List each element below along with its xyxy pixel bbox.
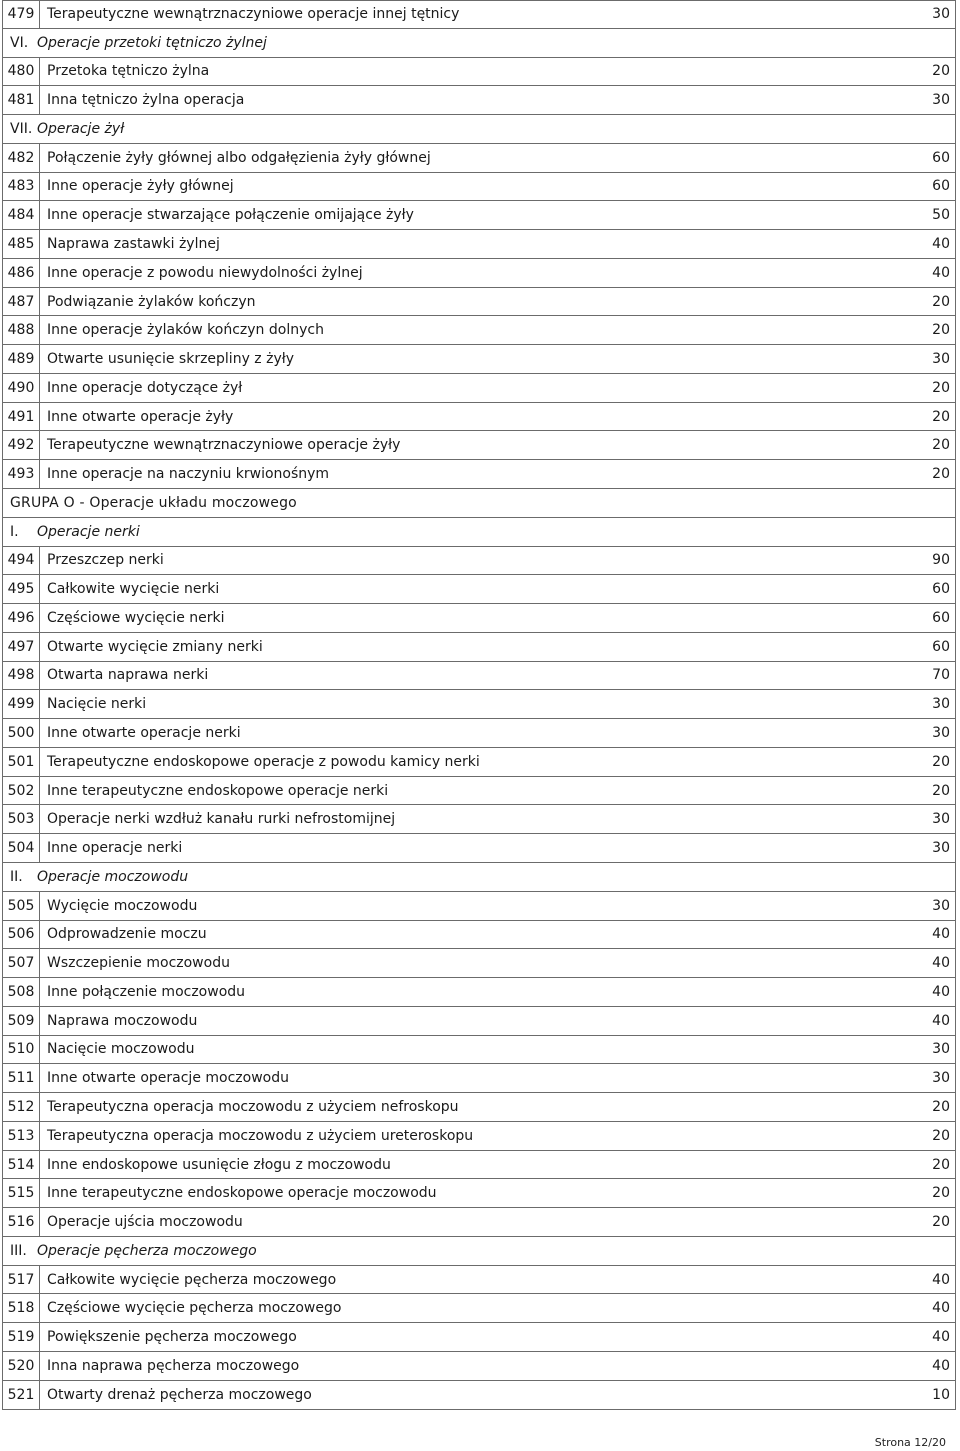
row-value: 40 (932, 955, 950, 972)
row-code: 519 (3, 1323, 40, 1351)
row-value: 20 (932, 466, 950, 483)
row-procedure-name: Otwarty drenaż pęcherza moczowego (47, 1386, 312, 1403)
row-value: 20 (932, 1185, 950, 1202)
row-value: 30 (932, 92, 950, 109)
row-value: 50 (932, 207, 950, 224)
row-value: 60 (932, 149, 950, 166)
section-title (3, 35, 955, 51)
row-value: 40 (932, 236, 950, 252)
row-code: 485 (3, 230, 40, 258)
table-row (2, 374, 956, 403)
row-code: 489 (3, 345, 40, 373)
row-code: 510 (3, 1036, 40, 1064)
section-header-row (2, 1237, 956, 1266)
row-code: 482 (3, 144, 40, 172)
row-code: 502 (3, 777, 40, 805)
table-row (2, 201, 956, 230)
row-value: 30 (932, 1041, 950, 1058)
table-row (2, 1208, 956, 1237)
table-row (2, 748, 956, 777)
row-procedure-name: Inne terapeutyczne endoskopowe operacje moczowodu (47, 1185, 437, 1202)
row-value: 40 (932, 926, 950, 943)
section-title (3, 1243, 955, 1259)
row-procedure-name: Inne operacje na naczyniu krwionośnym (47, 466, 330, 483)
row-code: 484 (3, 201, 40, 229)
row-code: 509 (3, 1007, 40, 1035)
row-procedure-name: Naprawa zastawki żylnej (47, 236, 220, 252)
section-header-row (2, 29, 956, 58)
row-value: 30 (932, 696, 950, 713)
row-code: 501 (3, 748, 40, 776)
row-value: 20 (932, 1127, 950, 1144)
row-code: 503 (3, 805, 40, 833)
table-row (2, 288, 956, 317)
row-value: 90 (932, 552, 950, 569)
row-code: 479 (3, 1, 40, 28)
row-code: 507 (3, 949, 40, 977)
row-procedure-name: Inne endoskopowe usunięcie złogu z moczowodu (47, 1156, 391, 1173)
row-code: 494 (3, 547, 40, 575)
row-value: 10 (932, 1386, 950, 1403)
row-code: 491 (3, 403, 40, 431)
table-row (2, 1007, 956, 1036)
row-code: 496 (3, 604, 40, 632)
table-row (2, 662, 956, 691)
row-procedure-name: Otwarta naprawa nerki (47, 667, 209, 684)
row-code: 515 (3, 1179, 40, 1207)
row-code: 508 (3, 978, 40, 1006)
row-value: 20 (932, 1214, 950, 1231)
row-procedure-name: Inne operacje nerki (47, 840, 183, 857)
table-row (2, 1381, 956, 1410)
row-code: 481 (3, 86, 40, 114)
row-procedure-name: Inne operacje z powodu niewydolności żylnej (47, 264, 363, 281)
row-value: 40 (932, 264, 950, 281)
row-value: 20 (932, 408, 950, 425)
table-row (2, 978, 956, 1007)
group-header-row (2, 489, 956, 518)
table-row (2, 86, 956, 115)
table-row (2, 316, 956, 345)
table-row (2, 1122, 956, 1151)
row-value: 30 (932, 897, 950, 914)
section-label: Operacje moczowodu (37, 868, 189, 885)
row-procedure-name: Inne operacje żylaków kończyn dolnych (47, 322, 324, 339)
section-roman-numeral: VI. (10, 34, 29, 51)
table-row (2, 1151, 956, 1180)
row-code: 492 (3, 431, 40, 459)
row-procedure-name: Wszczepienie moczowodu (47, 955, 230, 972)
row-value: 40 (932, 1357, 950, 1374)
table-row (2, 1179, 956, 1208)
row-value: 40 (932, 1012, 950, 1029)
section-header-row (2, 115, 956, 144)
row-procedure-name: Powiększenie pęcherza moczowego (47, 1329, 297, 1346)
row-code: 511 (3, 1064, 40, 1092)
row-procedure-name: Terapeutyczna operacja moczowodu z użyciem nefroskopu (47, 1098, 459, 1115)
table-row (2, 259, 956, 288)
row-procedure-name: Operacje ujścia moczowodu (47, 1214, 243, 1231)
row-procedure-name: Całkowite wycięcie pęcherza moczowego (47, 1271, 337, 1288)
row-code: 517 (3, 1266, 40, 1294)
table-row (2, 345, 956, 374)
row-code: 505 (3, 892, 40, 920)
row-value: 40 (932, 1271, 950, 1288)
row-procedure-name: Całkowite wycięcie nerki (47, 581, 220, 598)
row-procedure-name: Inne operacje żyły głównej (47, 178, 234, 195)
row-code: 483 (3, 173, 40, 201)
row-procedure-name: Inne operacje dotyczące żył (47, 379, 243, 396)
row-value: 30 (932, 840, 950, 857)
row-procedure-name: Częściowe wycięcie pęcherza moczowego (47, 1300, 342, 1317)
row-procedure-name: Nacięcie nerki (47, 696, 147, 713)
row-code: 500 (3, 719, 40, 747)
row-value: 30 (932, 6, 950, 23)
section-title (3, 869, 955, 885)
table-row (2, 230, 956, 259)
section-title (3, 121, 955, 137)
section-roman-numeral: II. (10, 868, 23, 885)
table-row (2, 1294, 956, 1323)
row-value: 20 (932, 63, 950, 80)
row-value: 20 (932, 293, 950, 310)
row-procedure-name: Terapeutyczne wewnątrznaczyniowe operacje żyły (47, 437, 401, 454)
table-row (2, 575, 956, 604)
row-code: 493 (3, 460, 40, 488)
row-code: 512 (3, 1093, 40, 1121)
section-roman-numeral: VII. (10, 120, 33, 137)
table-row (2, 1064, 956, 1093)
row-procedure-name: Inna tętniczo żylna operacja (47, 92, 245, 109)
row-value: 40 (932, 983, 950, 1000)
row-code: 488 (3, 316, 40, 344)
row-procedure-name: Terapeutyczna operacja moczowodu z użyciem ureteroskopu (47, 1127, 474, 1144)
row-procedure-name: Odprowadzenie moczu (47, 926, 207, 943)
table-row (2, 1093, 956, 1122)
row-value: 70 (932, 667, 950, 684)
row-procedure-name: Przetoka tętniczo żylna (47, 63, 210, 80)
section-label: Operacje nerki (37, 523, 140, 540)
row-code: 521 (3, 1381, 40, 1409)
row-code: 520 (3, 1352, 40, 1380)
row-procedure-name: Terapeutyczne wewnątrznaczyniowe operacje innej tętnicy (47, 6, 460, 23)
table-row (2, 1036, 956, 1065)
table-row (2, 921, 956, 950)
row-value: 40 (932, 1329, 950, 1346)
row-value: 30 (932, 351, 950, 368)
row-procedure-name: Inne terapeutyczne endoskopowe operacje nerki (47, 782, 389, 799)
row-value: 60 (932, 609, 950, 626)
row-procedure-name: Inne operacje stwarzające połączenie omijające żyły (47, 207, 414, 224)
row-value: 40 (932, 1300, 950, 1317)
row-code: 486 (3, 259, 40, 287)
table-row (2, 403, 956, 432)
table-row (2, 1323, 956, 1352)
row-value: 20 (932, 753, 950, 770)
row-value: 30 (932, 1070, 950, 1087)
row-code: 514 (3, 1151, 40, 1179)
row-code: 490 (3, 374, 40, 402)
table-row (2, 604, 956, 633)
row-procedure-name: Operacje nerki wzdłuż kanału rurki nefrostomijnej (47, 811, 396, 828)
row-value: 60 (932, 178, 950, 195)
section-roman-numeral: III. (10, 1242, 27, 1259)
row-value: 20 (932, 1098, 950, 1115)
table-row (2, 777, 956, 806)
table-row (2, 1352, 956, 1381)
row-code: 504 (3, 834, 40, 862)
row-value: 20 (932, 437, 950, 454)
row-value: 30 (932, 811, 950, 828)
section-title (3, 524, 955, 540)
row-code: 506 (3, 921, 40, 949)
table-row (2, 834, 956, 863)
section-label: Operacje pęcherza moczowego (37, 1242, 257, 1259)
row-procedure-name: Inna naprawa pęcherza moczowego (47, 1357, 300, 1374)
table-row (2, 719, 956, 748)
section-header-row (2, 518, 956, 547)
row-procedure-name: Otwarte usunięcie skrzepliny z żyły (47, 351, 295, 368)
row-procedure-name: Przeszczep nerki (47, 552, 164, 569)
table-row (2, 460, 956, 489)
row-procedure-name: Połączenie żyły głównej albo odgałęzienia żyły głównej (47, 149, 431, 166)
row-procedure-name: Otwarte wycięcie zmiany nerki (47, 638, 263, 655)
row-procedure-name: Częściowe wycięcie nerki (47, 609, 225, 626)
section-label: Operacje żył (37, 120, 125, 137)
row-code: 495 (3, 575, 40, 603)
row-value: 60 (932, 638, 950, 655)
section-roman-numeral: I. (10, 523, 19, 540)
table-row (2, 547, 956, 576)
row-value: 20 (932, 379, 950, 396)
row-procedure-name: Inne otwarte operacje żyły (47, 408, 234, 425)
row-code: 498 (3, 662, 40, 690)
table-row (2, 1266, 956, 1295)
row-code: 497 (3, 633, 40, 661)
table-row (2, 144, 956, 173)
page-number: Strona 12/20 (874, 1436, 946, 1449)
section-label: Operacje przetoki tętniczo żylnej (37, 34, 267, 51)
row-code: 518 (3, 1294, 40, 1322)
row-value: 20 (932, 782, 950, 799)
row-procedure-name: Podwiązanie żylaków kończyn (47, 293, 256, 310)
table-row (2, 892, 956, 921)
row-procedure-name: Wycięcie moczowodu (47, 897, 198, 914)
row-procedure-name: Inne połączenie moczowodu (47, 983, 246, 1000)
row-procedure-name: Inne otwarte operacje nerki (47, 725, 241, 742)
table-row (2, 58, 956, 87)
row-procedure-name: Nacięcie moczowodu (47, 1041, 195, 1058)
table-row (2, 949, 956, 978)
row-value: 20 (932, 1156, 950, 1173)
row-procedure-name: Terapeutyczne endoskopowe operacje z powodu kamicy nerki (47, 753, 480, 770)
row-code: 499 (3, 690, 40, 718)
group-title: GRUPA O - Operacje układu moczowego (10, 494, 297, 511)
table-row (2, 805, 956, 834)
table-row (2, 690, 956, 719)
row-value: 20 (932, 322, 950, 339)
table-row (2, 431, 956, 460)
procedures-table (2, 0, 956, 1410)
row-procedure-name: Naprawa moczowodu (47, 1012, 198, 1029)
row-value: 60 (932, 581, 950, 598)
row-code: 513 (3, 1122, 40, 1150)
row-value: 30 (932, 725, 950, 742)
table-row (2, 633, 956, 662)
row-code: 516 (3, 1208, 40, 1236)
row-code: 480 (3, 58, 40, 86)
row-procedure-name: Inne otwarte operacje moczowodu (47, 1070, 289, 1087)
table-row (2, 0, 956, 29)
row-code: 487 (3, 288, 40, 316)
table-row (2, 173, 956, 202)
section-header-row (2, 863, 956, 892)
